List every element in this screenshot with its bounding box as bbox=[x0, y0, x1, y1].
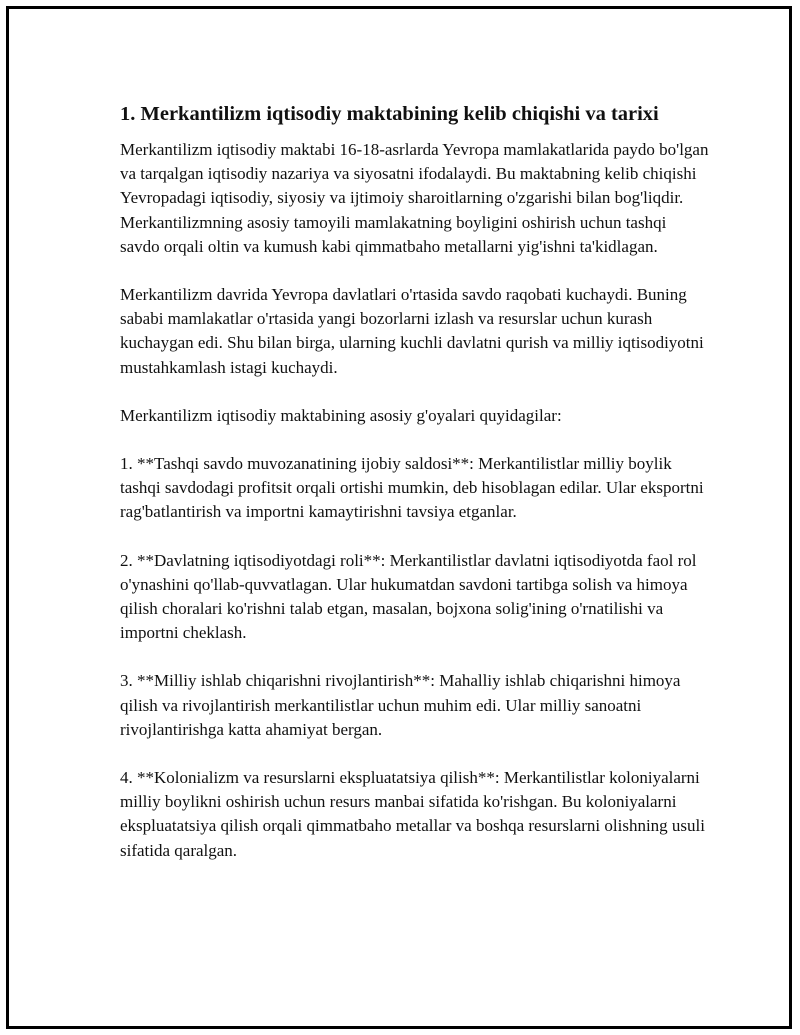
paragraph-trade-rivalry: Merkantilizm davrida Yevropa davlatlari o'rtasida savdo raqobati kuchaydi. Buning sababi mamlakatlar o'rtasida yangi bozorlarni izlash va resurslar uchun kurash kuchaygan edi. Shu bilan birga, ularning kuchli davlatni qurish va milliy iqtisodiyotni mustahkamlash istagi kuchaydi. bbox=[120, 285, 704, 377]
list-item-national-production: 3. **Milliy ishlab chiqarishni rivojlantirish**: Mahalliy ishlab chiqarishni himoya qilish va rivojlantirish merkantilistlar uchun muhim edi. Ular milliy sanoatni rivojlantirishga katta ahamiyat bergan. bbox=[120, 671, 681, 739]
document-body bbox=[120, 101, 710, 887]
page-frame bbox=[6, 6, 792, 1029]
list-item-colonialism: 4. **Kolonializm va resurslarni ekspluatatsiya qilish**: Merkantilistlar koloniyalarni milliy boylikni oshirish uchun resurs manbai sifatida ko'rishgan. Bu koloniyalarni ekspluatatsiya qilish orqali qimmatbaho metallar va boshqa resurslarni olishning usuli sifatida qaralgan. bbox=[120, 768, 705, 860]
list-item-trade-balance: 1. **Tashqi savdo muvozanatining ijobiy saldosi**: Merkantilistlar milliy boylik tashqi savdodagi profitsit orqali ortishi mumkin, deb hisoblagan edilar. Ular eksportni rag'batlantirish va importni kamaytirishni tavsiya etganlar. bbox=[120, 454, 704, 522]
paragraph-ideas-lead: Merkantilizm iqtisodiy maktabining asosiy g'oyalari quyidagilar: bbox=[120, 405, 562, 425]
list-item-state-role: 2. **Davlatning iqtisodiyotdagi roli**: Merkantilistlar davlatni iqtisodiyotda faol rol o'ynashini qo'llab-quvvatlagan. Ular hukumatdan savdoni tartibga solish va himoya qilish choralari ko'rishni talab etgan, masalan, bojxona solig'ining o'rnatilishi va importni cheklash. bbox=[120, 550, 697, 643]
paragraph-intro: Merkantilizm iqtisodiy maktabi 16-18-asrlarda Yevropa mamlakatlarida paydo bo'lgan va tarqalgan iqtisodiy nazariya va siyosatni ifodalaydi. Bu maktabning kelib chiqishi Yevropadagi iqtisodiy, siyosiy va ijtimoiy sharoitlarning o'zgarishi bilan bog'liqdir. Merkantilizmning asosiy tamoyili mamlakatning boyligini oshirish uchun tashqi savdo orqali oltin va kumush kabi qimmatbaho metallarni yig'ishni ta'kidlagan. bbox=[120, 140, 709, 256]
document-title: 1. Merkantilizm iqtisodiy maktabining kelib chiqishi va tarixi bbox=[120, 103, 659, 125]
